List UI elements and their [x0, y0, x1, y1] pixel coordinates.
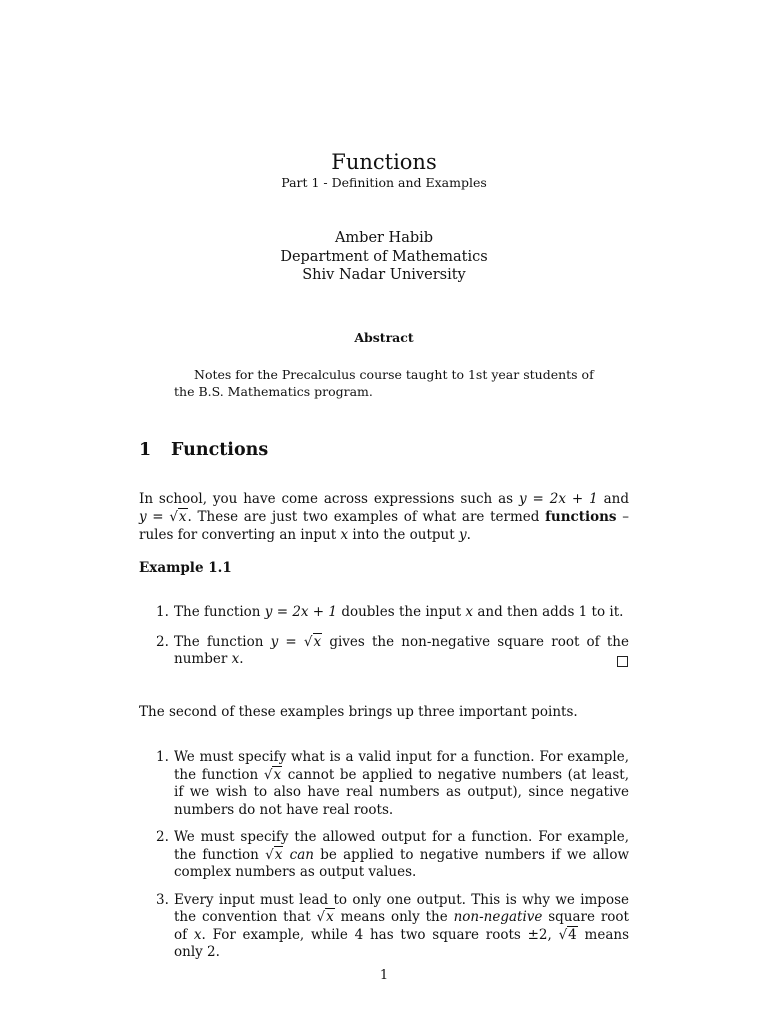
- list-item-number: 1.: [156, 749, 169, 765]
- list-item-number: 2.: [156, 829, 169, 845]
- qed-square-icon: [617, 656, 628, 667]
- list-item-text: means only the: [340, 909, 448, 925]
- list-item-text: We must specify the allowed output for a function. For example, the function: [174, 829, 629, 863]
- sqrt-symbol: √: [316, 909, 326, 925]
- list-item-equation: [559, 926, 578, 943]
- list-item-text: .: [239, 651, 244, 667]
- list-item-equation: [317, 908, 335, 925]
- list-item: [139, 749, 629, 819]
- example-heading: Example 1.1: [139, 560, 232, 576]
- intro-equation-1: y = 2x + 1: [519, 491, 598, 507]
- sqrt-argument: x: [274, 846, 283, 863]
- sqrt-symbol: √: [263, 766, 273, 783]
- list-item-text: and then adds 1 to it.: [477, 604, 624, 620]
- intro-text-and: and: [603, 491, 629, 507]
- list-item-equation-lhs: y =: [270, 633, 297, 650]
- list-item: [139, 634, 629, 669]
- sqrt-argument: x: [326, 909, 334, 925]
- list-item-equation: [271, 633, 323, 650]
- author-block: [0, 229, 768, 285]
- list-item-number: 3.: [156, 891, 169, 908]
- list-item-text: We must specify what is a valid input for a function. For example, the function: [174, 749, 629, 783]
- list-item-number: 2.: [156, 633, 169, 650]
- section-number: 1: [139, 440, 152, 460]
- list-item-text: The function: [174, 604, 261, 620]
- list-item-equation: [264, 766, 282, 783]
- list-item: [139, 604, 629, 622]
- list-item-variable: x: [231, 651, 240, 667]
- second-paragraph: The second of these examples brings up three important points.: [139, 704, 578, 720]
- intro-text-2: . These are just two examples of what are termed: [187, 509, 540, 525]
- list-item: [139, 892, 629, 962]
- author-department: Department of Mathematics: [280, 248, 488, 265]
- abstract-heading: Abstract: [354, 330, 414, 345]
- author-name: Amber Habib: [334, 230, 434, 246]
- author-university: Shiv Nadar University: [302, 267, 466, 283]
- intro-equation-2: [139, 508, 188, 525]
- points-list: [139, 749, 629, 962]
- intro-var-y: y: [458, 527, 467, 543]
- list-item-variable: x: [193, 926, 202, 943]
- list-item-text: Every input must lead to only one output. This is why we impose the convention that: [174, 891, 629, 925]
- sqrt-symbol: √: [265, 846, 274, 863]
- sqrt-argument: x: [313, 633, 322, 650]
- intro-text-3: – rules for converting an input: [139, 509, 629, 543]
- intro-equation-2-lhs: y =: [139, 509, 164, 525]
- list-item-text: means only 2.: [174, 926, 629, 960]
- document-title: Functions: [331, 150, 437, 174]
- abstract-text: Notes for the Precalculus course taught to 1st year students of the B.S. Mathematics program.: [174, 367, 594, 399]
- document-subtitle: Part 1 - Definition and Examples: [281, 175, 487, 190]
- list-item: [139, 829, 629, 882]
- list-item-text: gives the non-negative square root of the number: [174, 633, 629, 667]
- list-item-text: The function: [174, 633, 264, 650]
- example-list: [139, 604, 629, 669]
- intro-end: .: [466, 527, 471, 543]
- sqrt-symbol: √: [303, 633, 313, 650]
- list-item-emphasis: non-negative: [453, 909, 543, 925]
- section-heading: [139, 440, 268, 460]
- sqrt-argument: 4: [568, 926, 577, 943]
- intro-var-x: x: [340, 527, 349, 543]
- list-item-text: doubles the input: [341, 604, 462, 620]
- section-title: Functions: [171, 440, 269, 460]
- list-item-variable: x: [465, 604, 474, 620]
- intro-text-1: In school, you have come across expressions such as: [139, 491, 514, 507]
- sqrt-symbol: √: [169, 509, 178, 525]
- list-item-text: be applied to negative numbers if we allow complex numbers as output values.: [174, 846, 629, 880]
- sqrt-argument: x: [273, 766, 282, 783]
- list-item-text: . For example, while 4 has two square roots ±2,: [201, 926, 552, 943]
- list-item-number: 1.: [156, 604, 169, 620]
- list-item-equation: y = 2x + 1: [264, 604, 338, 620]
- page-number: 1: [379, 968, 389, 983]
- sqrt-argument: x: [178, 509, 187, 525]
- sqrt-symbol: √: [558, 926, 568, 943]
- list-item-equation: [265, 846, 283, 863]
- list-item-text: square root of: [174, 909, 629, 943]
- list-item-emphasis: can: [289, 846, 314, 863]
- intro-bold-term: functions: [545, 509, 617, 525]
- intro-paragraph: [139, 490, 629, 544]
- intro-text-4: into the output: [352, 527, 455, 543]
- list-item-text: cannot be applied to negative numbers (at least, if we wish to also have real numbers as output), since negative numbers do not have real roots.: [174, 766, 629, 818]
